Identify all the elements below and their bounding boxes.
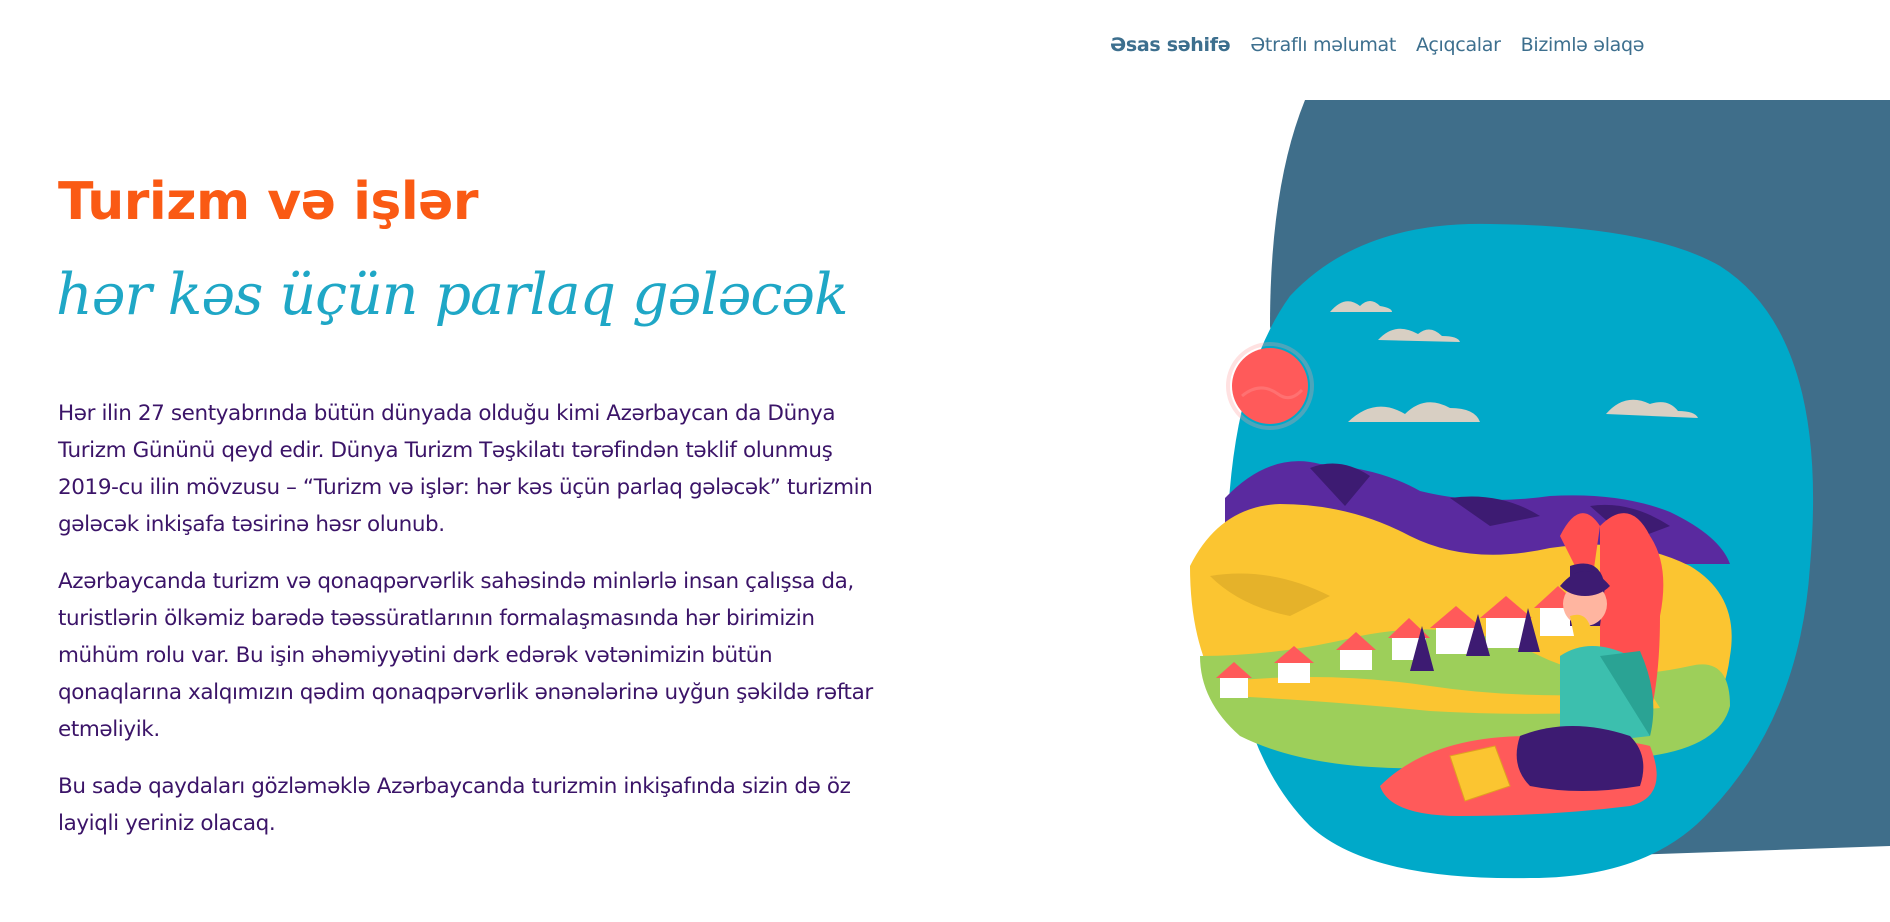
content-body	[58, 395, 898, 862]
nav-link-postcards[interactable]: Açıqcalar	[1416, 34, 1501, 56]
top-nav	[1110, 34, 1644, 56]
tourism-illustration	[1130, 96, 1890, 886]
nav-link-contact[interactable]: Bizimlə əlaqə	[1520, 34, 1645, 56]
sun	[1232, 348, 1308, 424]
nav-link-home[interactable]: Əsas səhifə	[1110, 34, 1231, 56]
nav-link-details[interactable]: Ətraflı məlumat	[1250, 34, 1397, 56]
content-paragraph-1: Hər ilin 27 sentyabrında bütün dünyada olduğu kimi Azərbaycan da Dünya Turizm Gününü qeyd edir. Dünya Turizm Təşkilatı tərəfindən təklif olunmuş 2019-cu ilin mövzusu – “Turizm və işlər: hər kəs üçün parlaq gələcək” turizmin gələcək inkişafa təsirinə həsr olunub.	[58, 401, 873, 537]
hero-title: Turizm və işlər	[58, 172, 479, 232]
hero-subtitle: hər kəs üçün parlaq gələcək	[56, 262, 848, 328]
content-paragraph-2: Azərbaycanda turizm və qonaqpərvərlik sahəsində minlərlə insan çalışsa da, turistlərin ölkəmiz barədə təəssüratlarının formalaşmasında hər birimizin mühüm rolu var. Bu işin əhəmiyyətini dərk edərək vətənimizin bütün qonaqlarına xalqımızın qədim qonaqpərvərlik ənənələrinə uyğun şəkildə rəftar etməliyik.	[58, 569, 873, 742]
content-paragraph-3: Bu sadə qaydaları gözləməklə Azərbaycanda turizmin inkişafında sizin də öz layiqli yeriniz olacaq.	[58, 774, 851, 836]
